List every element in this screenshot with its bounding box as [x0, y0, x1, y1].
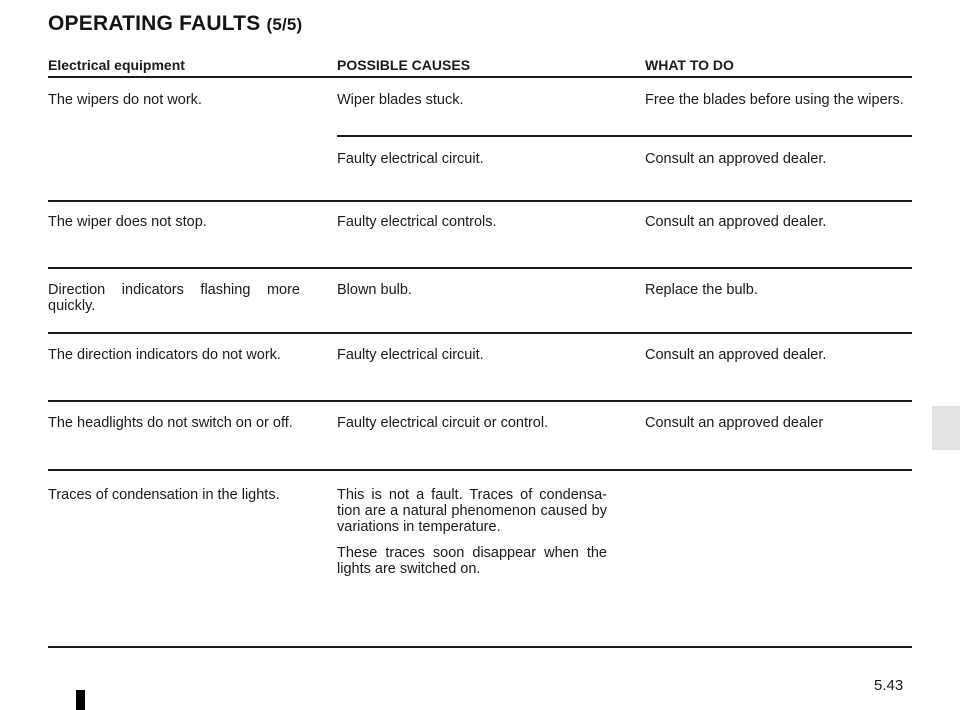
- row-2-fault: The wiper does not stop.: [48, 214, 207, 230]
- row-3-fault: Direction indicators flashing more quickly.: [48, 282, 300, 314]
- row-6-fault: Traces of condensation in the lights.: [48, 487, 280, 503]
- row-6-cause: This is not a fault. Traces of condensa-tion are a natural phenomenon caused by variations in temperature.: [337, 487, 607, 535]
- row-6-cause-extra: These traces soon disappear when the lights are switched on.: [337, 545, 607, 577]
- header-causes: POSSIBLE CAUSES: [337, 57, 471, 73]
- row-4-action: Consult an approved dealer.: [645, 347, 827, 363]
- row-5-action: Consult an approved dealer: [645, 415, 824, 431]
- row-2-action: Consult an approved dealer.: [645, 214, 827, 230]
- row-0-rule: [337, 135, 912, 137]
- row-2-rule: [48, 267, 912, 269]
- header-rule: [48, 76, 912, 78]
- row-4-rule: [48, 400, 912, 402]
- page-title-suffix: (5/5): [266, 15, 303, 34]
- table-bottom-rule: [48, 646, 912, 648]
- row-3-cause: Blown bulb.: [337, 282, 412, 298]
- header-action: WHAT TO DO: [645, 57, 734, 73]
- row-1-cause: Faulty electrical circuit.: [337, 151, 484, 167]
- row-4-fault: The direction indicators do not work.: [48, 347, 281, 363]
- row-5-rule: [48, 469, 912, 471]
- row-5-fault: The headlights do not switch on or off.: [48, 415, 293, 431]
- corner-mark: [76, 690, 85, 710]
- page-number: 5.43: [874, 677, 904, 694]
- row-1-rule: [48, 200, 912, 202]
- row-5-cause: Faulty electrical circuit or control.: [337, 415, 549, 431]
- section-side-tab: [932, 406, 960, 450]
- row-2-cause: Faulty electrical controls.: [337, 214, 497, 230]
- row-4-cause: Faulty electrical circuit.: [337, 347, 484, 363]
- row-0-action: Free the blades before using the wipers.: [645, 92, 904, 108]
- row-3-action: Replace the bulb.: [645, 282, 758, 298]
- header-equipment: Electrical equipment: [48, 57, 185, 73]
- row-0-cause: Wiper blades stuck.: [337, 92, 464, 108]
- row-0-fault: The wipers do not work.: [48, 92, 202, 108]
- page-title: [48, 12, 302, 36]
- row-3-rule: [48, 332, 912, 334]
- page-title-text: OPERATING FAULTS: [48, 12, 261, 35]
- row-1-action: Consult an approved dealer.: [645, 151, 827, 167]
